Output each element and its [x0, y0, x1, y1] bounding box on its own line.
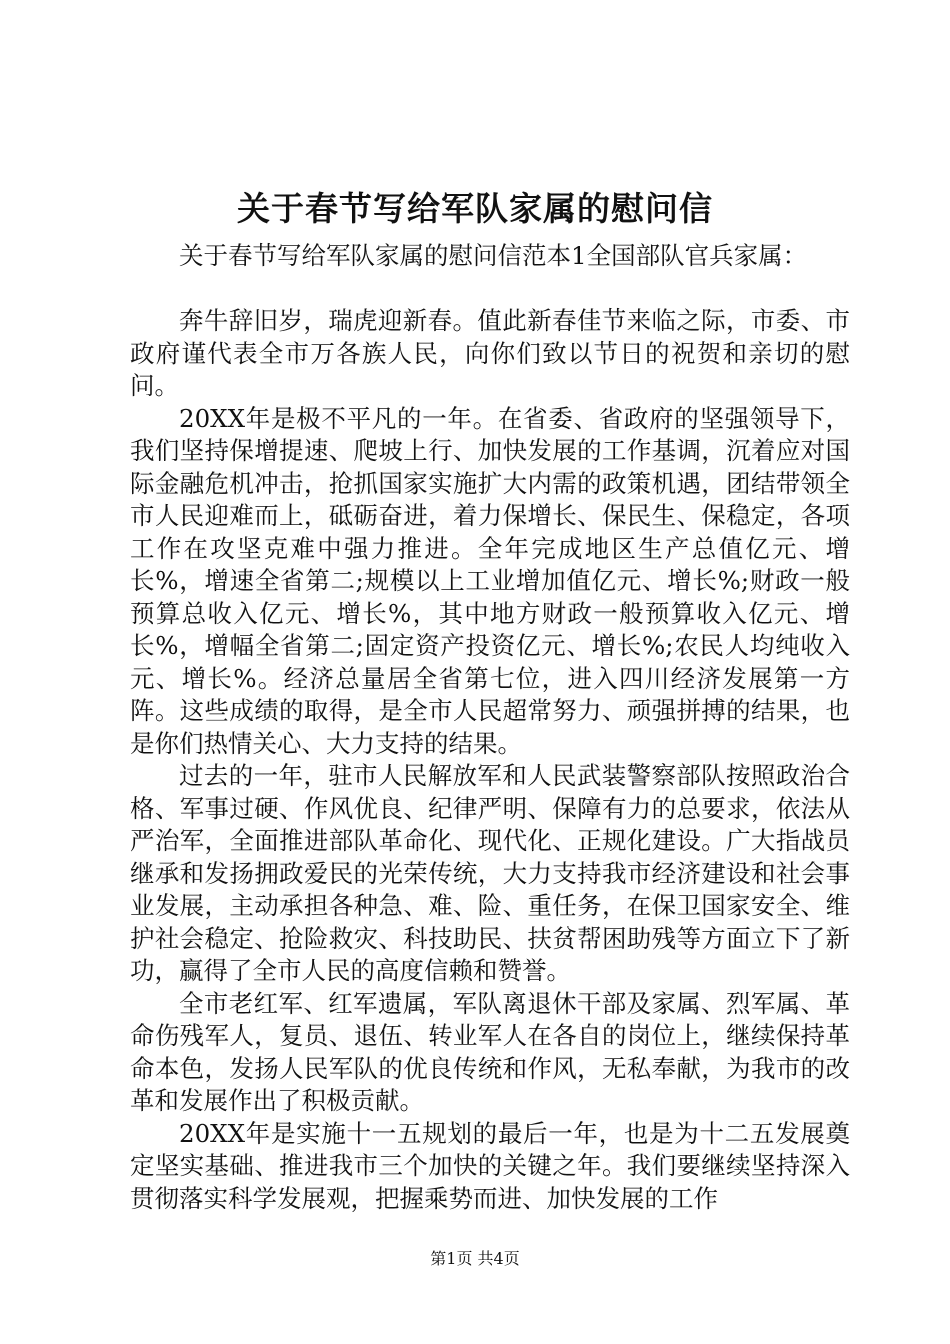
body-paragraph: 20XX年是实施十一五规划的最后一年，也是为十二五发展奠定坚实基础、推进我市三个加快的关键之年。我们要继续坚持深入贯彻落实科学发展观，把握乘势而进、加快发展的工作 — [130, 1118, 850, 1213]
document-body — [130, 240, 850, 1215]
body-paragraph: 全市老红军、红军遗属，军队离退休干部及家属、烈军属、革命伤残军人，复员、退伍、转业军人在各自的岗位上，继续保持革命本色，发扬人民军队的优良传统和作风，无私奉献，为我市的改革和发展作出了积极贡献。 — [130, 988, 850, 1115]
body-paragraph: 过去的一年，驻市人民解放军和人民武装警察部队按照政治合格、军事过硬、作风优良、纪律严明、保障有力的总要求，依法从严治军，全面推进部队革命化、现代化、正规化建设。广大指战员继承和发扬拥政爱民的光荣传统，大力支持我市经济建设和社会事业发展，主动承担各种急、难、险、重任务，在保卫国家安全、维护社会稳定、抢险救灾、科技助民、扶贫帮困助残等方面立下了新功，赢得了全市人民的高度信赖和赞誉。 — [130, 761, 850, 985]
intro-paragraph: 关于春节写给军队家属的慰问信范本1全国部队官兵家属： — [179, 241, 808, 270]
body-paragraph: 奔牛辞旧岁，瑞虎迎新春。值此新春佳节来临之际，市委、市政府谨代表全市万各族人民，向你们致以节日的祝贺和亲切的慰问。 — [130, 306, 850, 400]
body-paragraph: 20XX年是极不平凡的一年。在省委、省政府的坚强领导下，我们坚持保增提速、爬坡上行、加快发展的工作基调，沉着应对国际金融危机冲击，抢抓国家实施扩大内需的政策机遇，团结带领全市人民迎难而上，砥砺奋进，着力保增长、保民生、保稳定，各项工作在攻坚克难中强力推进。全年完成地区生产总值亿元、增长%，增速全省第二;规模以上工业增加值亿元、增长%;财政一般预算总收入亿元、增长%，其中地方财政一般预算收入亿元、增长%，增幅全省第二;固定资产投资亿元、增长%;农民人均纯收入元、增长%。经济总量居全省第七位，进入四川经济发展第一方阵。这些成绩的取得，是全市人民超常努力、顽强拼搏的结果，也是你们热情关心、大力支持的结果。 — [130, 403, 850, 758]
document-title: 关于春节写给军队家属的慰问信 — [237, 189, 713, 228]
page-footer: 第1页 共4页 — [430, 1249, 520, 1268]
